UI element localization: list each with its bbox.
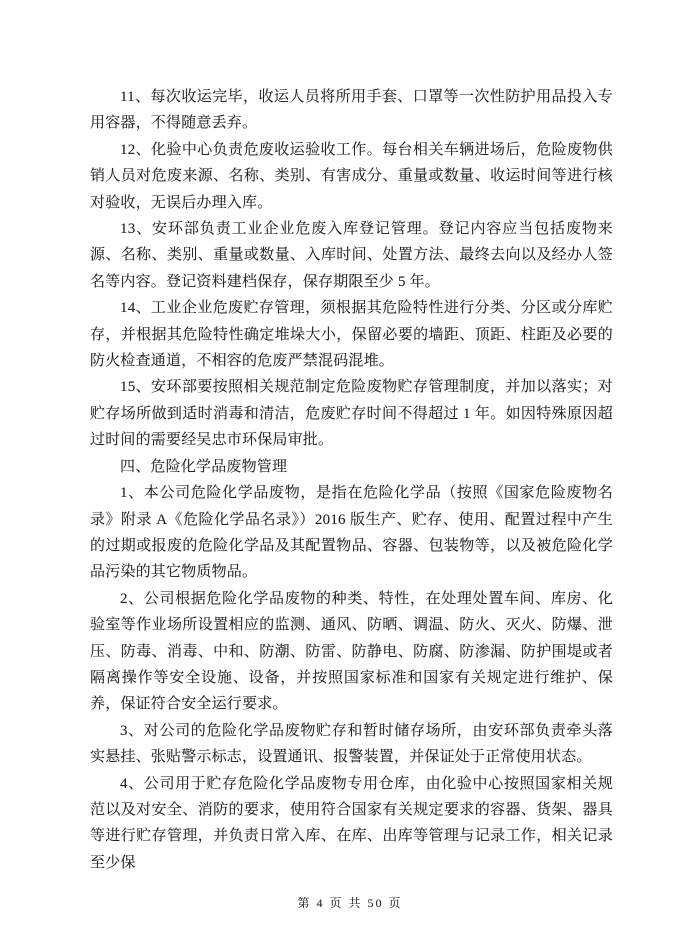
- paragraph-item-3: 3、对公司的危险化学品废物贮存和暂时储存场所，由安环部负责牵头落实悬挂、张贴警示标志，设置通讯、报警装置，并保证处于正常使用状态。: [90, 722, 613, 766]
- paragraph-item-11: 11、每次收运完毕，收运人员将所用手套、口罩等一次性防护用品投入专用容器，不得随意丢弃。: [90, 89, 613, 132]
- section-heading-4: 四、危险化学品废物管理: [120, 458, 288, 475]
- paragraph-item-15: 15、安环部要按照相关规范制定危险废物贮存管理制度，并加以落实；对贮存场所做到适时消毒和清洁，危废贮存时间不得超过 1 年。如因特殊原因超过时间的需要经吴忠市环保局审批。: [90, 379, 613, 449]
- paragraph-item-2: 2、公司根据危险化学品废物的种类、特性，在处理处置车间、库房、化验室等作业场所设置相应的监测、通风、防晒、调温、防火、灭火、防爆、泄压、防毒、消毒、中和、防潮、防雷、防静电、防腐、防渗漏、防护围堤或者隔离操作等安全设施、设备，并按照国家标准和国家有关规定进行维护、保养，保证符合安全运行要求。: [90, 590, 613, 713]
- page-number-footer: 第 4 页 共 50 页: [297, 896, 403, 910]
- paragraph-item-14: 14、工业企业危废贮存管理，须根据其危险特性进行分类、分区或分库贮存，并根据其危险特性确定堆垛大小，保留必要的墙距、顶距、柱距及必要的防火检查通道，不相容的危废严禁混码混堆。: [90, 300, 613, 370]
- paragraph-item-1: 1、本公司危险化学品废物，是指在危险化学品（按照《国家危险废物名录》附录 A《危险化学品名录》）2016 版生产、贮存、使用、配置过程中产生的过期或报废的危险化学品及其配置物品、容器、包装物等，以及被危险化学品污染的其它物质物品。: [90, 485, 613, 581]
- paragraph-item-4: 4、公司用于贮存危险化学品废物专用仓库，由化验中心按照国家相关规范以及对安全、消防的要求，使用符合国家有关规定要求的容器、货架、器具等进行贮存管理，并负责日常入库、在库、出库等管理与记录工作，相关记录至少保: [90, 775, 613, 871]
- document-body: [90, 84, 613, 876]
- paragraph-item-12: 12、化验中心负责危废收运验收工作。每台相关车辆进场后，危险废物供销人员对危废来源、名称、类别、有害成分、重量或数量、收运时间等进行核对验收，无误后办理入库。: [90, 141, 613, 211]
- paragraph-item-13: 13、安环部负责工业企业危废入库登记管理。登记内容应当包括废物来源、名称、类别、重量或数量、入库时间、处置方法、最终去向以及经办人签名等内容。登记资料建档保存，保存期限至少 5 年。: [90, 221, 613, 290]
